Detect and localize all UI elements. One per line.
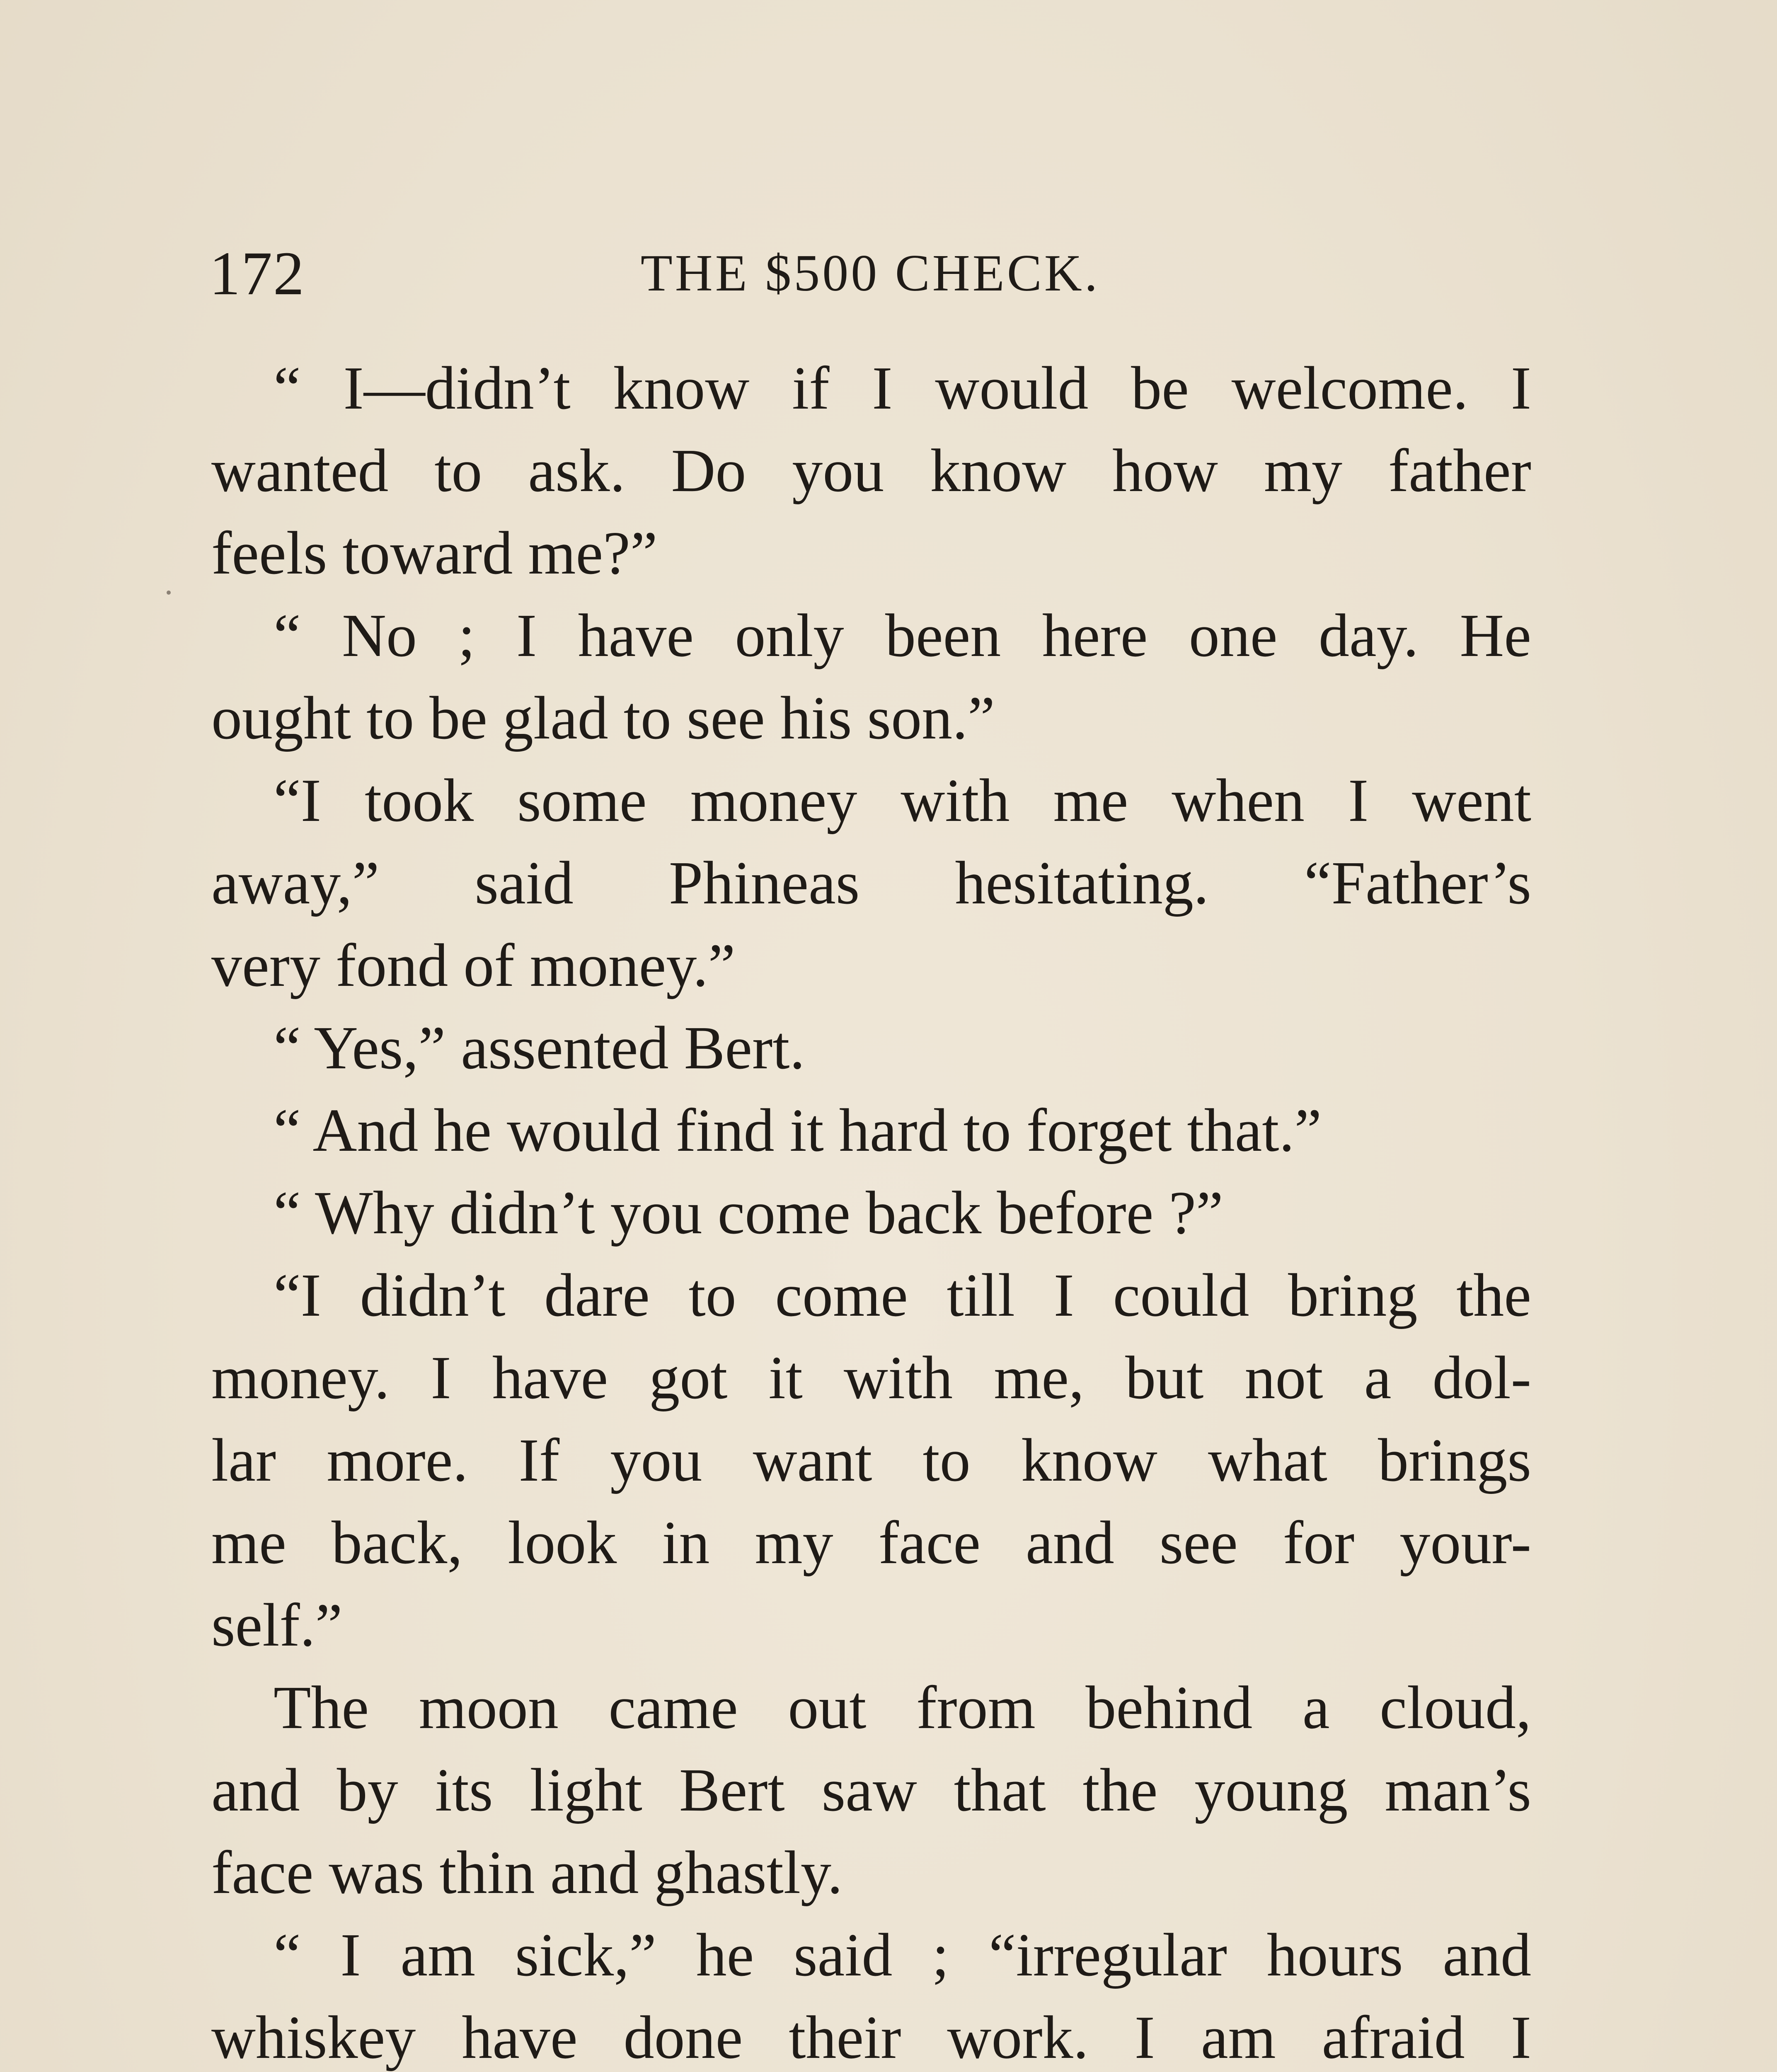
page-number: 172 <box>209 239 305 308</box>
running-title: THE $500 CHECK. <box>640 244 1100 302</box>
page-header <box>209 238 1531 309</box>
text-line: money. I have got it with me, but not a dol- <box>211 1344 1531 1412</box>
text-line: wanted to ask. Do you know how my father <box>211 437 1531 505</box>
text-line: “ Yes,” assented Bert. <box>274 1014 805 1082</box>
paper-speck <box>167 591 171 595</box>
text-line: very fond of money.” <box>211 932 736 1000</box>
text-line: whiskey have done their work. I am afraid I <box>211 2004 1531 2072</box>
text-line: “I took some money with me when I went <box>274 767 1531 835</box>
text-line: The moon came out from behind a cloud, <box>274 1674 1531 1742</box>
body-text <box>211 347 1531 2072</box>
text-line: “ I—didn’t know if I would be welcome. I <box>274 354 1531 422</box>
text-line: “I didn’t dare to come till I could bring the <box>274 1261 1531 1329</box>
text-line: self.” <box>211 1591 343 1659</box>
text-line: away,” said Phineas hesitating. “Father’s <box>211 849 1531 917</box>
text-line: and by its light Bert saw that the young man’s <box>211 1756 1531 1824</box>
text-line: me back, look in my face and see for your- <box>211 1509 1531 1577</box>
text-line: “ No ; I have only been here one day. He <box>274 602 1531 670</box>
text-line: face was thin and ghastly. <box>211 1839 843 1907</box>
text-line: feels toward me?” <box>211 519 658 587</box>
text-line: “ Why didn’t you come back before ?” <box>274 1179 1223 1247</box>
text-line: lar more. If you want to know what brings <box>211 1426 1531 1494</box>
text-line: “ And he would find it hard to forget that.” <box>274 1097 1322 1164</box>
text-line: “ I am sick,” he said ; “irregular hours and <box>274 1921 1531 1989</box>
text-line: ought to be glad to see his son.” <box>211 684 995 752</box>
